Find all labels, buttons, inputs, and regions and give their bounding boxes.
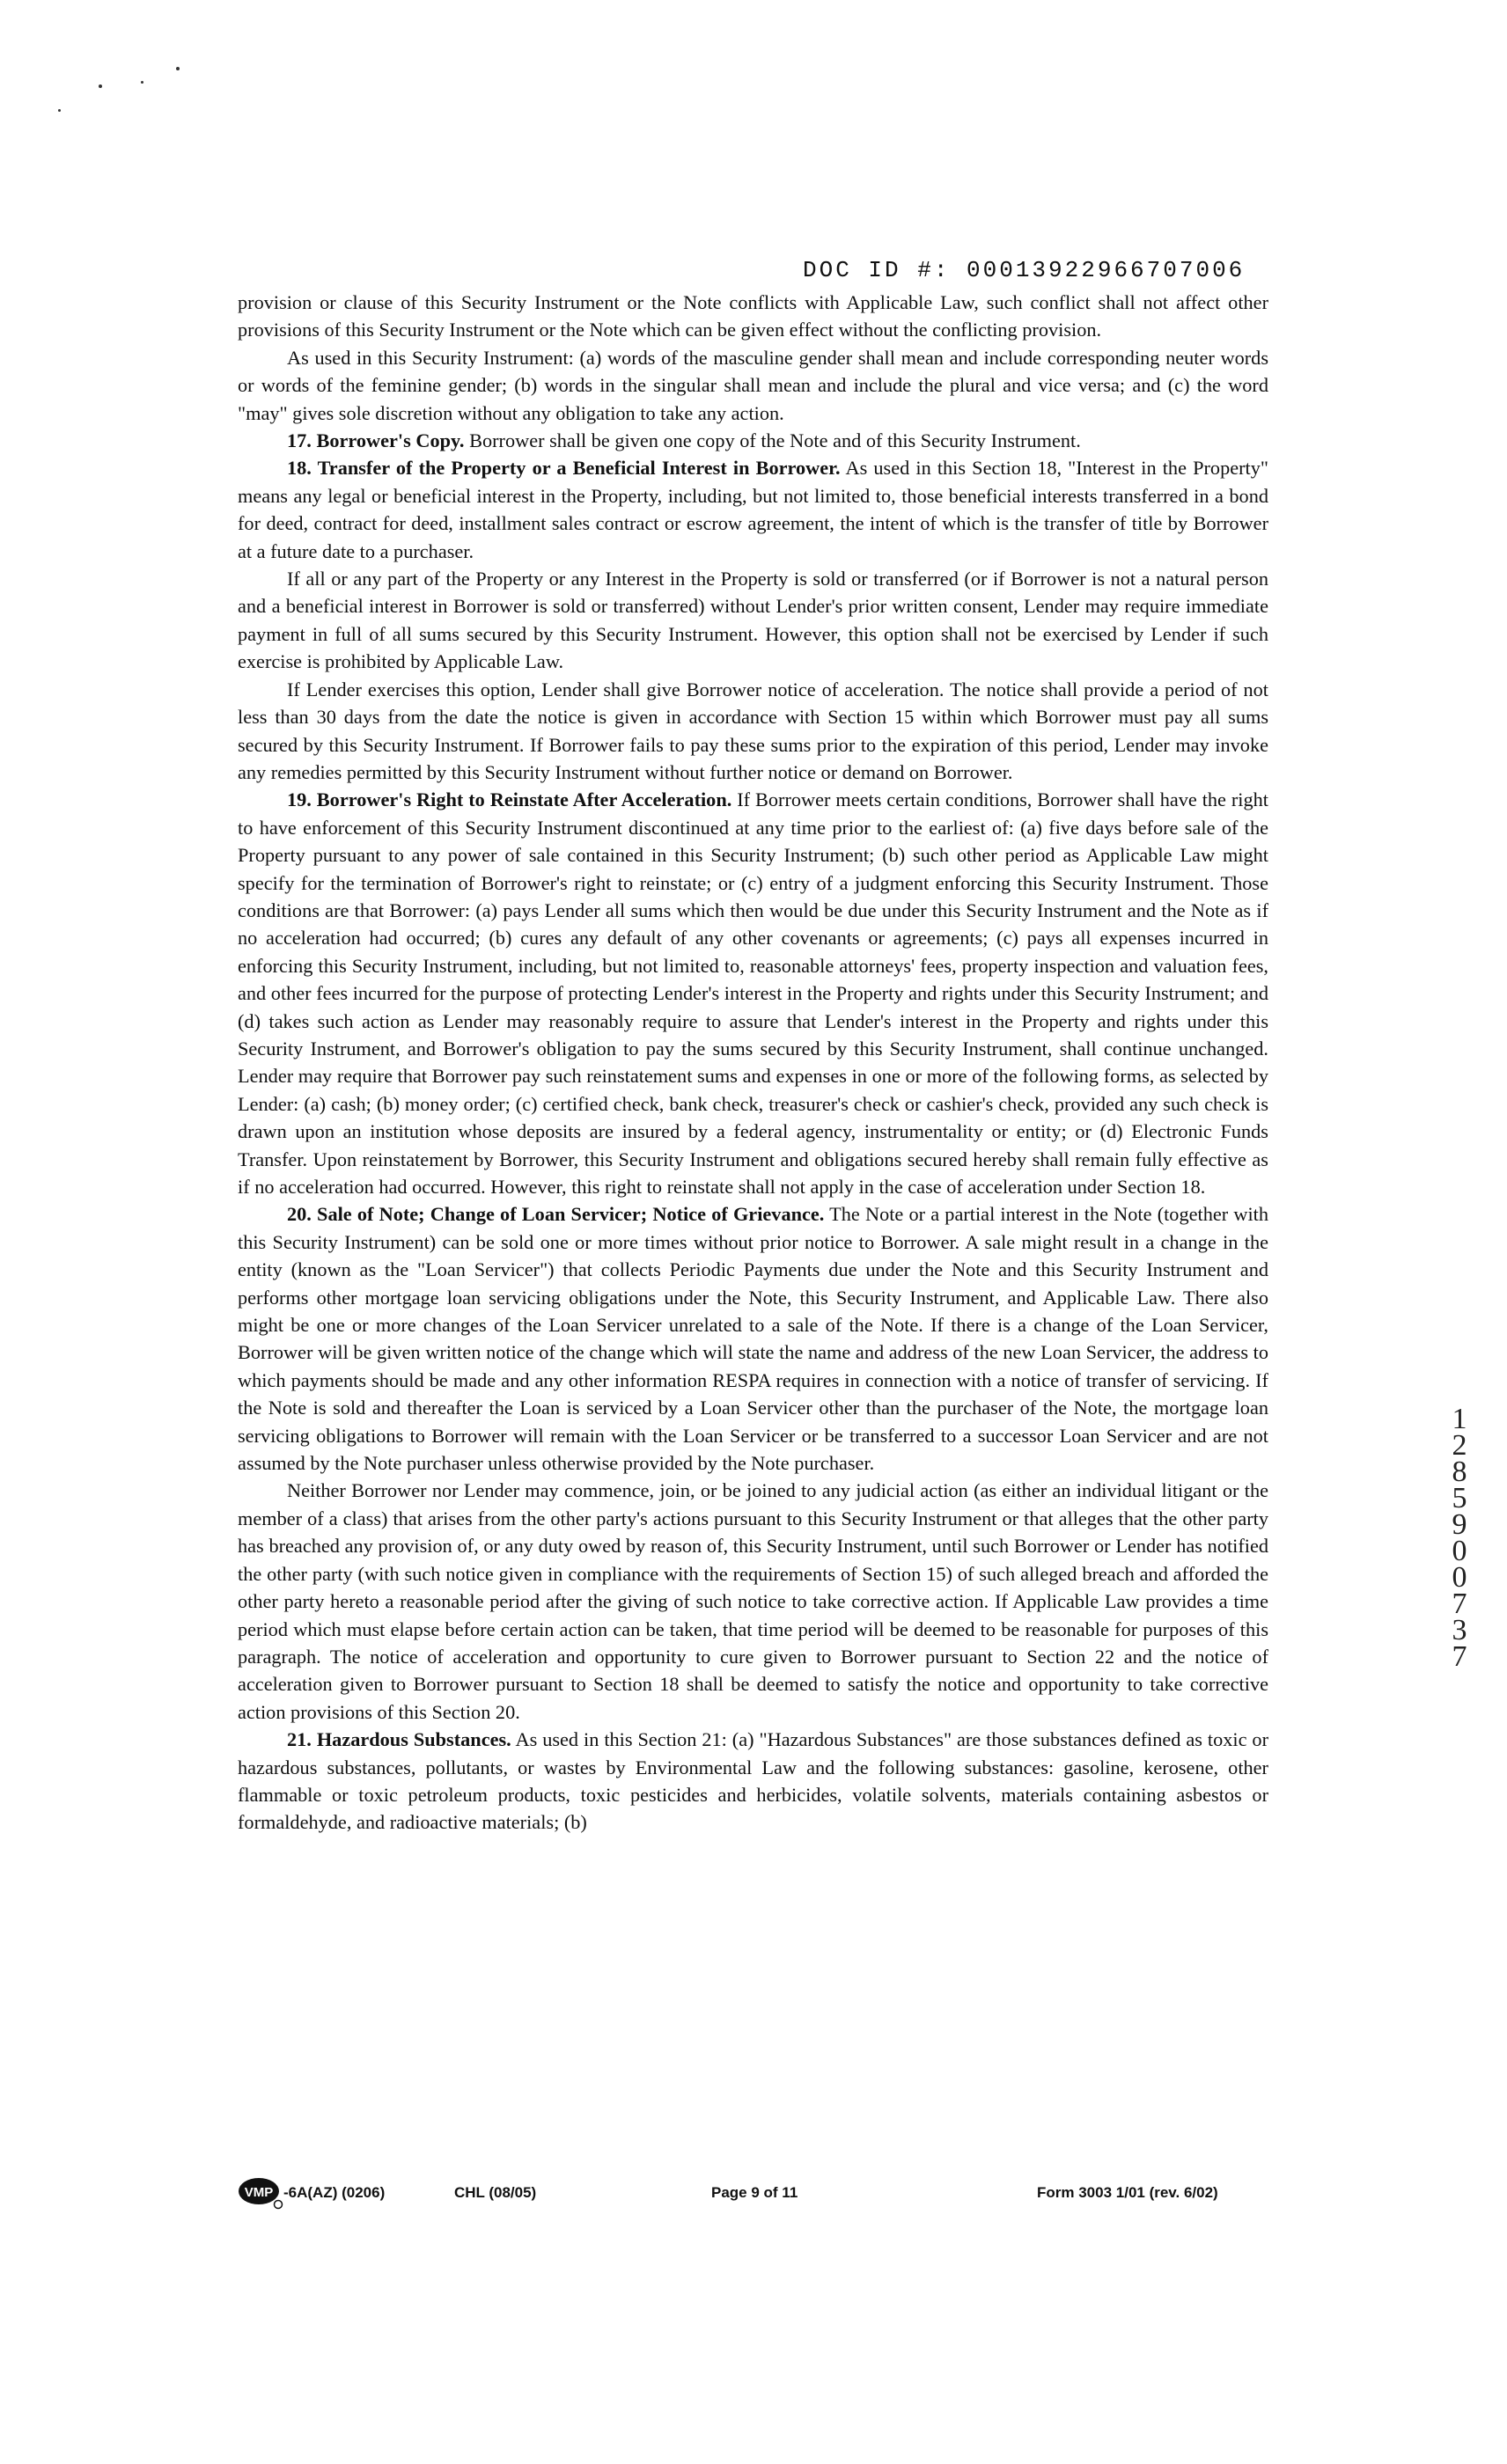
paragraph: As used in this Security Instrument: (a) words of the masculine gender shall mean and include corresponding neuter words or words of the feminine gender; (b) words in the singular shall mean and include the plural and vice versa; and (c) the word "may" gives sole discretion without any obligation to take any action. <box>238 346 1268 424</box>
recording-digit: 5 <box>1452 1482 1467 1514</box>
form-number: Form 3003 1/01 (rev. 6/02) <box>1037 2184 1218 2201</box>
vmp-logo-text: VMP <box>244 2185 274 2200</box>
section-text: Borrower shall be given one copy of the Note and of this Security Instrument. <box>464 429 1081 452</box>
scan-speck <box>176 67 180 70</box>
doc-id: DOC ID #: 00013922966707006 <box>803 257 1246 283</box>
section-18 <box>238 454 1268 565</box>
page-number: Page 9 of 11 <box>711 2184 798 2201</box>
section-heading: 17. Borrower's Copy. <box>287 429 465 452</box>
paragraph: Neither Borrower nor Lender may commence, join, or be joined to any judicial action (as either an individual litigant or the member of a class) that arises from the other party's actions pursuant to this Security Instrument or that alleges that the other party has breached any provision of, or any duty owed by reason of, this Security Instrument, until such Borrower or Lender has notified the other party (with such notice given in compliance with the requirements of Section 15) of such alleged breach and afforded the other party hereto a reasonable period after the giving of such notice to take corrective action. If Applicable Law provides a time period which must elapse before certain action can be taken, that time period will be deemed to be reasonable for purposes of this paragraph. The notice of acceleration and opportunity to cure given to Borrower pursuant to Section 22 and the notice of acceleration given to Borrower pursuant to Section 18 shall be deemed to satisfy the notice and opportunity to take corrective action provisions of this Section 20. <box>238 1479 1268 1723</box>
recording-digit: 0 <box>1452 1561 1467 1594</box>
section-20 <box>238 1200 1268 1477</box>
form-code: -6A(AZ) (0206) <box>283 2184 386 2201</box>
section-heading: 20. Sale of Note; Change of Loan Servicer; Notice of Grievance. <box>287 1203 825 1226</box>
paragraph: If all or any part of the Property or any Interest in the Property is sold or transferred (or if Borrower is not a natural person and a beneficial interest in Borrower is sold or transferred) without Lender's prior written consent, Lender may require immediate payment in full of all sums secured by this Security Instrument. However, this option shall not be exercised by Lender if such exercise is prohibited by Applicable Law. <box>238 568 1268 673</box>
scan-speck <box>58 109 61 112</box>
recording-digit: 7 <box>1452 1640 1467 1673</box>
paragraph: provision or clause of this Security Instrument or the Note conflicts with Applicable Law, such conflict shall not affect other provisions of this Security Instrument or the Note which can be given effect without the conflicting provision. <box>238 291 1268 341</box>
recording-number-vertical <box>1444 1403 1475 1673</box>
section-21 <box>238 1726 1268 1837</box>
paragraph: If Lender exercises this option, Lender shall give Borrower notice of acceleration. The notice shall provide a period of not less than 30 days from the date the notice is given in accordance with Section 15 within which Borrower must pay all sums secured by this Security Instrument. If Borrower fails to pay these sums prior to the expiration of this period, Lender may invoke any remedies permitted by this Security Instrument without further notice or demand on Borrower. <box>238 678 1268 783</box>
section-17 <box>238 427 1268 454</box>
recording-digit: 7 <box>1452 1588 1467 1620</box>
section-heading: 18. Transfer of the Property or a Beneficial Interest in Borrower. <box>287 457 841 480</box>
scan-speck <box>99 84 102 88</box>
document-body <box>238 289 1268 1837</box>
recording-digit: 8 <box>1452 1456 1467 1488</box>
recording-digit: 9 <box>1452 1508 1467 1541</box>
section-text: As used in this Section 18, "Interest in the Property" means any legal or beneficial interest in the Property, including, but not limited to, those beneficial interests transferred in a bond for deed, contract for deed, installment sales contract or escrow agreement, the intent of which is the transfer of title by Borrower at a future date to a purchaser. <box>238 457 1268 562</box>
recording-digit: 1 <box>1452 1403 1467 1435</box>
section-text: If Borrower meets certain conditions, Borrower shall have the right to have enforcement of this Security Instrument discontinued at any time prior to the earliest of: (a) five days before sale of the Property pursuant to any power of sale contained in this Security Instrument; (b) such other period as Applicable Law might specify for the termination of Borrower's right to reinstate; or (c) entry of a judgment enforcing this Security Instrument. Those conditions are that Borrower: (a) pays Lender all sums which then would be due under this Security Instrument and the Note as if no acceleration had occurred; (b) cures any default of any other covenants or agreements; (c) pays all expenses incurred in enforcing this Security Instrument, including, but not limited to, reasonable attorneys' fees, property inspection and valuation fees, and other fees incurred for the purpose of protecting Lender's interest in the Property and rights under this Security Instrument; and (d) takes such action as Lender may reasonably require to assure that Lender's interest in the Property and rights under this Security Instrument, and Borrower's obligation to pay the sums secured by this Security Instrument, shall continue unchanged. Lender may require that Borrower pay such reinstatement sums and expenses in one or more of the following forms, as selected by Lender: (a) cash; (b) money order; (c) certified check, bank check, treasurer's check or cashier's check, provided any such check is drawn upon an institution whose deposits are insured by a federal agency, instrumentality or entity; or (d) Electronic Funds Transfer. Upon reinstatement by Borrower, this Security Instrument and obligations secured hereby shall remain fully effective as if no acceleration had occurred. However, this right to reinstate shall not apply in the case of acceleration under Section 18. <box>238 788 1268 1198</box>
recording-digit: 2 <box>1452 1429 1467 1462</box>
section-text: As used in this Section 21: (a) "Hazardous Substances" are those substances defined as toxic or hazardous substances, pollutants, or wastes by Environmental Law and the following substances: gasoline, kerosene, other flammable or toxic petroleum products, toxic pesticides and herbicides, volatile solvents, materials containing asbestos or formaldehyde, and radioactive materials; (b) <box>238 1728 1269 1834</box>
page-footer <box>238 2175 1272 2214</box>
section-19 <box>238 786 1268 1200</box>
section-heading: 19. Borrower's Right to Reinstate After Acceleration. <box>287 788 732 811</box>
vmp-logo-icon <box>238 2175 283 2211</box>
section-heading: 21. Hazardous Substances. <box>287 1728 511 1751</box>
recording-digit: 0 <box>1452 1535 1467 1567</box>
recording-digit: 3 <box>1452 1614 1467 1646</box>
section-text: The Note or a partial interest in the Note (together with this Security Instrument) can be sold one or more times without prior notice to Borrower. A sale might result in a change in the entity (known as the "Loan Servicer") that collects Periodic Payments due under the Note and this Security Instrument and performs other mortgage loan servicing obligations under the Note, this Security Instrument, and Applicable Law. There also might be one or more changes of the Loan Servicer unrelated to a sale of the Note. If there is a change of the Loan Servicer, Borrower will be given written notice of the change which will state the name and address of the new Loan Servicer, the address to which payments should be made and any other information RESPA requires in connection with a notice of transfer of servicing. If the Note is sold and thereafter the Loan is serviced by a Loan Servicer other than the purchaser of the Note, the mortgage loan servicing obligations to Borrower will remain with the Loan Servicer or be transferred to a successor Loan Servicer and are not assumed by the Note purchaser unless otherwise provided by the Note purchaser. <box>238 1203 1268 1475</box>
scan-speck <box>141 81 143 84</box>
chl-code: CHL (08/05) <box>454 2184 537 2201</box>
